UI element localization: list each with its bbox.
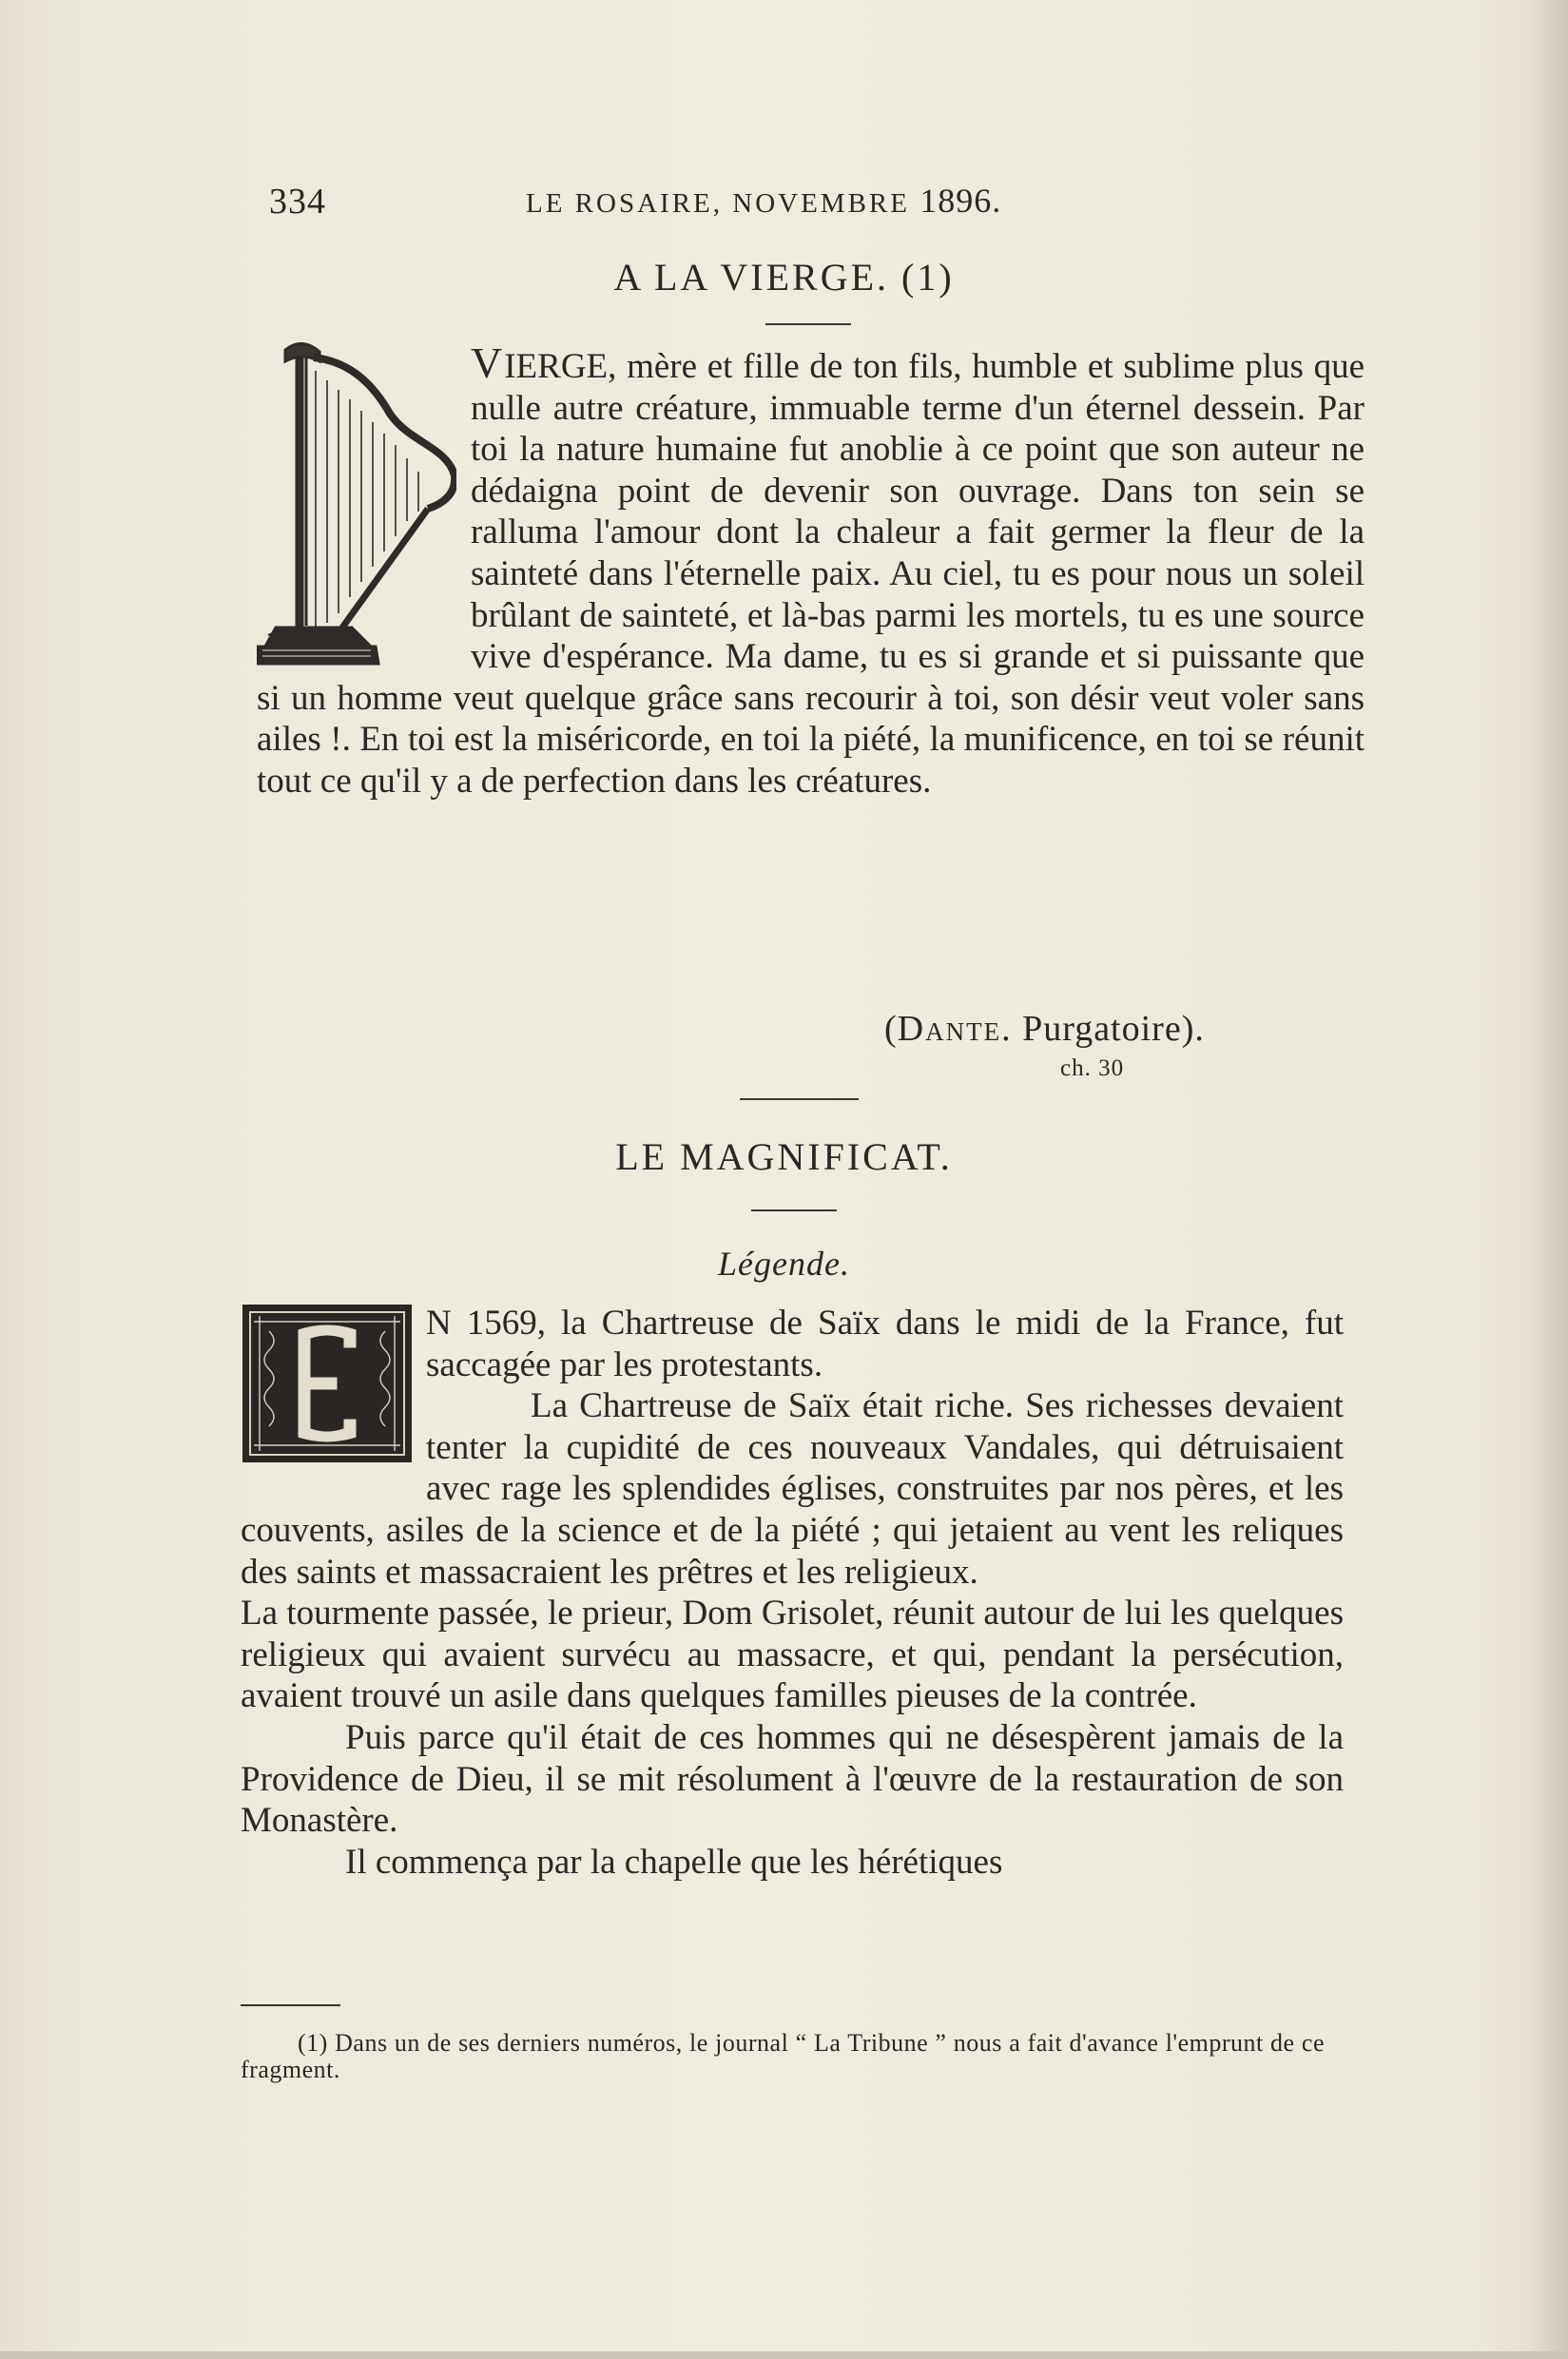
footnote-text: Dans un de ses derniers numéros, le journal “ La Tribune ” nous a fait d'avance l'emprunt de ce fragment. — [241, 2029, 1325, 2083]
section-subtitle-legende: Légende. — [718, 1245, 850, 1283]
magnificat-paragraph-4: Puis parce qu'il était de ces hommes qui ne désespèrent jamais de la Providence de Dieu, il se mit résolument à l'œuvre de la restauration de son Monastère. — [241, 1717, 1344, 1841]
magnificat-text-block — [241, 1303, 1344, 1883]
harp-ornament-space — [257, 342, 471, 675]
page-bottom-edge — [0, 2351, 1568, 2359]
vierge-paragraph-text: IERGE, mère et fille de ton fils, humble et sublime plus que nulle autre créature, immuable terme d'un éternel dessein. Par toi la nature humaine fut anoblie à ce point que son auteur ne dédaigna point de devenir son ouvrage. Dans ton sein se ralluma l'amour dont la chaleur a fait germer la fleur de la sainteté dans l'éternelle paix. Au ciel, tu es pour nous un soleil brûlant de sainteté, et là-bas parmi les mortels, tu es une source vive d'espérance. Ma dame, tu es si grande et si puissante que si un homme veut quelque grâce sans recourir à toi, son désir veut voler sans ailes !. En toi est la miséricorde, en toi la piété, la munificence, en toi se réunit tout ce qu'il y a de perfection dans les créatures. — [257, 347, 1365, 801]
harp-icon — [257, 342, 456, 670]
section-title-magnificat: LE MAGNIFICAT. — [615, 1135, 953, 1178]
magnificat-paragraph-5: Il commença par la chapelle que les hérétiques — [345, 1842, 1003, 1882]
dropcap-v: V — [471, 338, 505, 387]
page-edge-shadow — [1530, 0, 1568, 2359]
running-title-text: LE ROSAIRE, NOVEMBRE — [526, 188, 910, 219]
footnote-marker: (1) — [298, 2029, 328, 2057]
attribution — [884, 1008, 1205, 1050]
magnificat-paragraph-2: La Chartreuse de Saïx était riche. Ses richesses devaient tenter la cupidité de ces nouveaux Vandales, qui détruisaient avec rage les splendides églises, construites par nos pères, et les couvents, asiles de la science et de la piété ; qui jetaient au vent les reliques des saints et massacraient les prêtres et les religieux. — [241, 1386, 1344, 1592]
decorated-initial-e-icon — [241, 1303, 414, 1464]
page-number: 334 — [269, 182, 326, 222]
chapter-reference: ch. 30 — [1060, 1055, 1125, 1081]
attribution-open: ( — [884, 1009, 898, 1049]
running-header — [269, 181, 1334, 228]
section-separator-rule — [740, 1098, 859, 1100]
attribution-work: Purgatoire). — [1012, 1009, 1205, 1049]
initial-e-ornament-space — [241, 1303, 426, 1469]
section-title-vierge: A LA VIERGE. (1) — [613, 256, 955, 299]
attribution-author: Dante. — [897, 1009, 1013, 1049]
magnificat-paragraph-3: La tourmente passée, le prieur, Dom Grisolet, réunit autour de lui les quelques religieux qui avaient survécu au massacre, et qui, pendant la persécution, avaient trouvé un asile dans quelques familles pieuses de la contrée. — [241, 1594, 1344, 1716]
running-title — [526, 181, 1001, 221]
running-title-year: 1896. — [920, 182, 1002, 220]
title-rule-magnificat — [751, 1209, 837, 1211]
vierge-text-block — [257, 338, 1365, 802]
title-rule — [765, 323, 851, 325]
magnificat-paragraph-1: N 1569, la Chartreuse de Saïx dans le midi de la France, fut saccagée par les protestants. — [426, 1304, 1344, 1384]
footnote-rule — [241, 2004, 340, 2006]
footnote — [241, 2030, 1325, 2083]
